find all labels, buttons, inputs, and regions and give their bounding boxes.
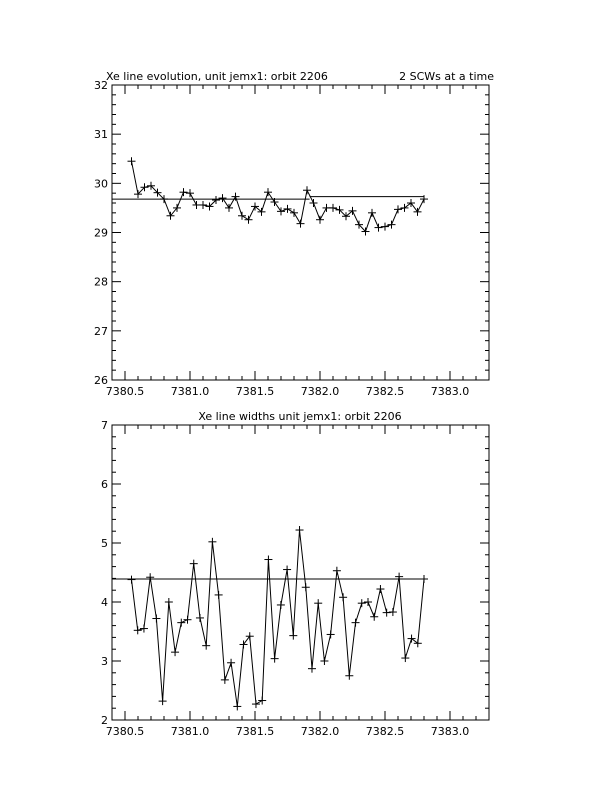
data-point [258,697,266,705]
reference-lines [112,197,424,199]
data-point [146,573,154,581]
data-point [238,212,246,220]
data-point [240,640,248,648]
data-point [245,216,253,224]
y-tick-label: 29 [94,226,108,240]
data-point [159,697,167,705]
x-tick-label: 7382.0 [300,725,340,738]
data-point [408,635,416,643]
data-point [140,625,148,633]
x-tick-label: 7382.5 [365,725,405,738]
y-tick-label: 32 [94,79,108,92]
data-point [252,700,260,708]
data-point [186,189,194,197]
data-point [190,560,198,568]
data-point [303,186,311,194]
x-tick-label: 7381.0 [170,725,210,738]
panel-subtitle: 2 SCWs at a time [399,70,494,83]
data-point [327,630,335,638]
data-point [297,220,305,228]
data-point [208,538,216,546]
x-tick-label: 7383.0 [430,725,470,738]
data-point [420,575,428,583]
data-point [264,188,272,196]
data-point [401,204,409,212]
data-point [302,583,310,591]
y-tick-label: 31 [94,128,108,142]
panel-xe-line-widths [101,410,489,738]
plot-frame [112,85,489,380]
panel-xe-line-evolution [94,70,494,398]
x-tick-label: 7381.5 [235,385,275,398]
data-point [171,648,179,656]
data-point [414,639,422,647]
data-point [358,599,366,607]
y-tick-label: 30 [94,177,108,191]
panel-title: Xe line evolution, unit jemx1: orbit 2206 [106,70,328,83]
data-point [407,199,415,207]
data-point [202,642,210,650]
data-point [219,194,227,202]
y-tick-label: 5 [101,537,108,550]
data-point [383,609,391,617]
data-point [296,526,304,534]
data-point [134,626,142,634]
data-point [394,205,402,213]
data-point [283,566,291,574]
y-tick-label: 7 [101,419,108,432]
axis-ticks [94,79,489,398]
x-tick-label: 7381.5 [235,725,275,738]
data-point [128,157,136,165]
data-point [264,556,272,564]
data-point [414,208,422,216]
y-tick-label: 6 [101,478,108,491]
data-point [233,702,241,710]
x-tick-label: 7380.5 [105,725,145,738]
y-tick-label: 26 [94,374,108,387]
data-point [339,593,347,601]
data-point [388,221,396,229]
y-tick-label: 4 [101,596,108,609]
y-tick-label: 27 [94,324,108,338]
x-tick-label: 7381.0 [170,385,210,398]
data-point [199,201,207,209]
data-point [381,223,389,231]
x-tick-label: 7382.5 [365,385,405,398]
data-point [368,209,376,217]
data-point [333,567,341,575]
data-point [221,676,229,684]
data-point [376,585,384,593]
data-point [289,632,297,640]
data-point [196,614,204,622]
data-point [329,204,337,212]
data-point [271,655,279,663]
data-point [246,632,254,640]
data-point [277,601,285,609]
y-tick-label: 3 [101,655,108,668]
panel-title: Xe line widths unit jemx1: orbit 2206 [198,410,402,423]
data-point [389,608,397,616]
data-point [310,199,318,207]
x-tick-label: 7383.0 [430,385,470,398]
data-point [128,576,136,584]
data-point [180,188,188,196]
data-point [320,657,328,665]
data-point [364,598,372,606]
data-point [165,598,173,606]
y-tick-label: 28 [94,275,108,289]
data-point [215,591,223,599]
data-point [345,672,353,680]
data-point [308,665,316,673]
data-point [352,619,360,627]
y-tick-label: 2 [101,714,108,727]
plot-frame [112,425,489,720]
data-point [401,654,409,662]
data-series [128,526,429,710]
x-tick-label: 7382.0 [300,385,340,398]
data-point [152,615,160,623]
data-point [316,216,324,224]
data-point [225,204,233,212]
data-point [370,613,378,621]
data-point [314,599,322,607]
x-tick-label: 7380.5 [105,385,145,398]
data-point [375,224,383,232]
series-line [132,530,425,706]
data-point [227,659,235,667]
data-point [290,209,298,217]
